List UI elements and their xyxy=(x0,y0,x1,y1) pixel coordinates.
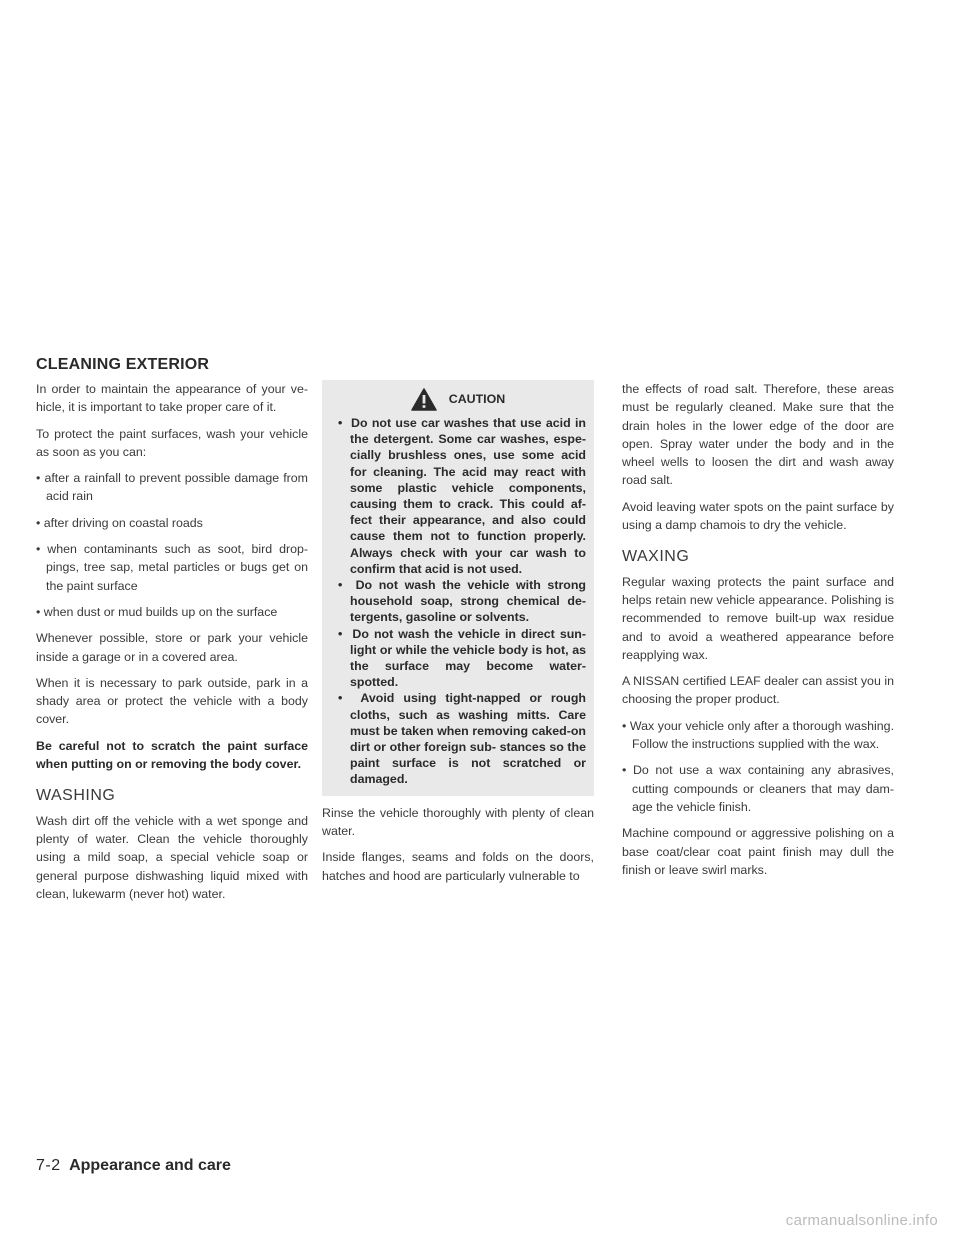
list-item: • Wax your vehicle only after a thorough washing. Follow the instructions supplied with the wax. xyxy=(622,717,894,754)
paragraph: In order to maintain the appearance of your ve- hicle, it is important to take proper care of it. xyxy=(36,382,308,415)
paragraph: To protect the paint surfaces, wash your vehicle as soon as you can: xyxy=(36,426,308,459)
paragraph: Whenever possible, store or park your vehicle inside a garage or in a covered area. xyxy=(36,631,308,664)
caution-item: • Do not wash the vehicle with strong household soap, strong chemical de- tergents, gasoline or solvents. xyxy=(334,577,586,626)
caution-item: • Do not wash the vehicle in direct sun- light or while the vehicle body is hot, as the surface may become water- spotted. xyxy=(334,626,586,691)
paragraph: Wash dirt off the vehicle with a wet sponge and plenty of water. Clean the vehicle thoroughly using a mild soap, a special vehicle soap or general purpose dishwashing liquid mixed with clean, lukewarm (never hot) water. xyxy=(36,813,308,901)
footer-section-name: Appearance and care xyxy=(69,1157,231,1174)
list-item: • Do not use a wax containing any abrasives, cutting compounds or cleaners that may dam- age the vehicle finish. xyxy=(622,761,894,816)
list-item: • when dust or mud builds up on the surface xyxy=(36,603,308,621)
column-1 xyxy=(36,380,308,911)
column-3 xyxy=(622,380,894,887)
list-item: • after a rainfall to prevent possible damage from acid rain xyxy=(36,469,308,506)
caution-item: • Avoid using tight-napped or rough cloths, such as washing mitts. Care must be taken when removing caked-on dirt or other foreign sub- stances so the paint surface is not scratched or damaged. xyxy=(334,690,586,787)
column-2 xyxy=(322,380,594,893)
bold-note: Be careful not to scratch the paint surface when putting on or removing the body cover. xyxy=(36,738,308,772)
page-footer xyxy=(36,1157,231,1175)
paragraph: Avoid leaving water spots on the paint surface by using a damp chamois to dry the vehicle. xyxy=(622,499,894,533)
paragraph: Inside flanges, seams and folds on the doors, hatches and hood are particularly vulnerable to xyxy=(322,850,594,883)
paragraph: Rinse the vehicle thoroughly with plenty of clean water. xyxy=(322,805,594,838)
caution-item: • Do not use car washes that use acid in the detergent. Some car washes, espe- cially brushless ones, use some acid for cleaning. The acid may react with some plastic vehicle components, causing them to crack. This could af- fect their appearance, and also could cause them not to function properly. Always check with your car wash to confirm that acid is not used. xyxy=(334,415,586,577)
paragraph: the effects of road salt. Therefore, these areas must be regularly cleaned. Make sure that the drain holes in the lower edge of the door are open. Spray water under the body and in the wheel wells to loosen the dirt and wash away road salt. xyxy=(622,382,894,488)
paragraph: A NISSAN certified LEAF dealer can assist you in choosing the proper product. xyxy=(622,674,894,707)
section-title: CLEANING EXTERIOR xyxy=(36,356,210,373)
paragraph: Regular waxing protects the paint surface and helps retain new vehicle appearance. Polishing is recommended to remove built-up wax residue and to avoid a weathered appearance before reapplying wax. xyxy=(622,574,894,662)
paragraph: Machine compound or aggressive polishing on a base coat/clear coat paint finish may dull the finish or leave swirl marks. xyxy=(622,826,894,877)
caution-title: CAUTION xyxy=(448,392,506,407)
caution-box xyxy=(322,380,594,796)
list-item: • after driving on coastal roads xyxy=(36,514,308,532)
watermark: carmanualsonline.info xyxy=(785,1212,938,1229)
caution-header xyxy=(330,388,586,411)
paragraph: When it is necessary to park outside, park in a shady area or protect the vehicle with a body cover. xyxy=(36,675,308,727)
warning-icon xyxy=(411,388,437,411)
waxing-heading: WAXING xyxy=(622,548,690,566)
washing-heading: WASHING xyxy=(36,787,116,805)
list-item: • when contaminants such as soot, bird drop- pings, tree sap, metal particles or bugs get on the paint surface xyxy=(36,540,308,595)
page-number: 7-2 xyxy=(36,1157,61,1174)
